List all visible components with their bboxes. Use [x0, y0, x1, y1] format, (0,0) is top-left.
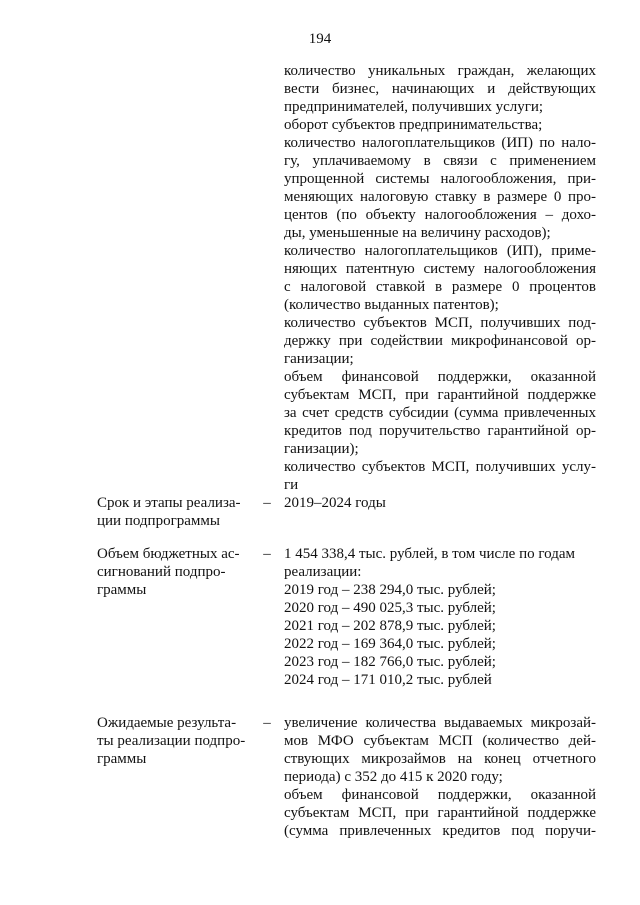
text-line: 2021 год – 202 878,9 тыс. рублей;: [284, 618, 496, 634]
label-line: ты реализации подпро-: [97, 733, 246, 749]
text-line: объем финансовой поддержки, оказанной: [284, 787, 596, 803]
text-line: количество субъектов МСП, получивших под-: [284, 315, 596, 331]
text-line: 2019–2024 годы: [284, 495, 386, 511]
text-line: ганизации);: [284, 441, 359, 457]
label-line: сигнований подпро-: [97, 564, 226, 580]
text-line: центов (по объекту налогообложения – дохо-: [284, 207, 596, 223]
text-line: меняющих налоговую ставку в размере 0 про-: [284, 189, 596, 205]
row-label: [97, 494, 265, 530]
label-line: граммы: [97, 582, 147, 598]
row-dash: –: [263, 495, 271, 511]
text-line: ствующих микрозаймов на конец отчетного: [284, 751, 596, 767]
text-line: количество уникальных граждан, желающих: [284, 63, 596, 79]
text-line: количество субъектов МСП, получивших услу-: [284, 459, 596, 475]
text-line: ды, уменьшенные на величину расходов);: [284, 225, 551, 241]
label-line: Объем бюджетных ас-: [97, 546, 240, 562]
text-line: 2024 год – 171 010,2 тыс. рублей: [284, 672, 492, 688]
row-value: [284, 714, 596, 840]
text-line: 2020 год – 490 025,3 тыс. рублей;: [284, 600, 496, 616]
text-line: 2022 год – 169 364,0 тыс. рублей;: [284, 636, 496, 652]
text-line: субъектам МСП, при гарантийной поддержке: [284, 387, 596, 403]
row-value: [284, 545, 596, 689]
text-line: (количество выданных патентов);: [284, 297, 499, 313]
row-dash: –: [263, 546, 271, 562]
text-line: гу, уплачиваемому в связи с применением: [284, 153, 596, 169]
row-dash: –: [263, 715, 271, 731]
row-value: [284, 494, 596, 512]
text-line: объем финансовой поддержки, оказанной: [284, 369, 596, 385]
text-line: предпринимателей, получивших услуги;: [284, 99, 544, 115]
label-line: граммы: [97, 751, 147, 767]
text-line: субъектам МСП, при гарантийной поддержке: [284, 805, 596, 821]
label-line: ции подпрограммы: [97, 513, 220, 529]
row-label: [97, 714, 265, 768]
text-line: ги: [284, 477, 299, 493]
continuation-text: [284, 62, 596, 494]
text-line: оборот субъектов предпринимательства;: [284, 117, 543, 133]
text-line: няющих патентную систему налогообложения: [284, 261, 596, 277]
text-line: с налоговой ставкой в размере 0 процентов: [284, 279, 596, 295]
text-line: ганизации;: [284, 351, 354, 367]
text-line: 2019 год – 238 294,0 тыс. рублей;: [284, 582, 496, 598]
text-line: реализации:: [284, 564, 362, 580]
text-line: за счет средств субсидии (сумма привлеченных: [284, 405, 596, 421]
text-line: держку при содействии микрофинансовой ор-: [284, 333, 596, 349]
text-line: периода) с 352 до 415 к 2020 году;: [284, 769, 503, 785]
text-line: мов МФО субъектам МСП (количество дей-: [284, 733, 596, 749]
label-line: Ожидаемые результа-: [97, 715, 237, 731]
text-line: количество налогоплательщиков (ИП) по нало-: [284, 135, 596, 151]
label-line: Срок и этапы реализа-: [97, 495, 241, 511]
text-line: 2023 год – 182 766,0 тыс. рублей;: [284, 654, 496, 670]
text-line: 1 454 338,4 тыс. рублей, в том числе по годам: [284, 546, 575, 562]
text-line: кредитов под поручительство гарантийной ор-: [284, 423, 596, 439]
text-line: количество налогоплательщиков (ИП), приме-: [284, 243, 596, 259]
text-line: вести бизнес, начинающих и действующих: [284, 81, 596, 97]
text-line: увеличение количества выдаваемых микрозай-: [284, 715, 596, 731]
text-line: (сумма привлеченных кредитов под поручи-: [284, 823, 596, 839]
row-label: [97, 545, 265, 599]
text-line: упрощенной системы налогообложения, при-: [284, 171, 596, 187]
page-number: 194: [308, 31, 332, 47]
